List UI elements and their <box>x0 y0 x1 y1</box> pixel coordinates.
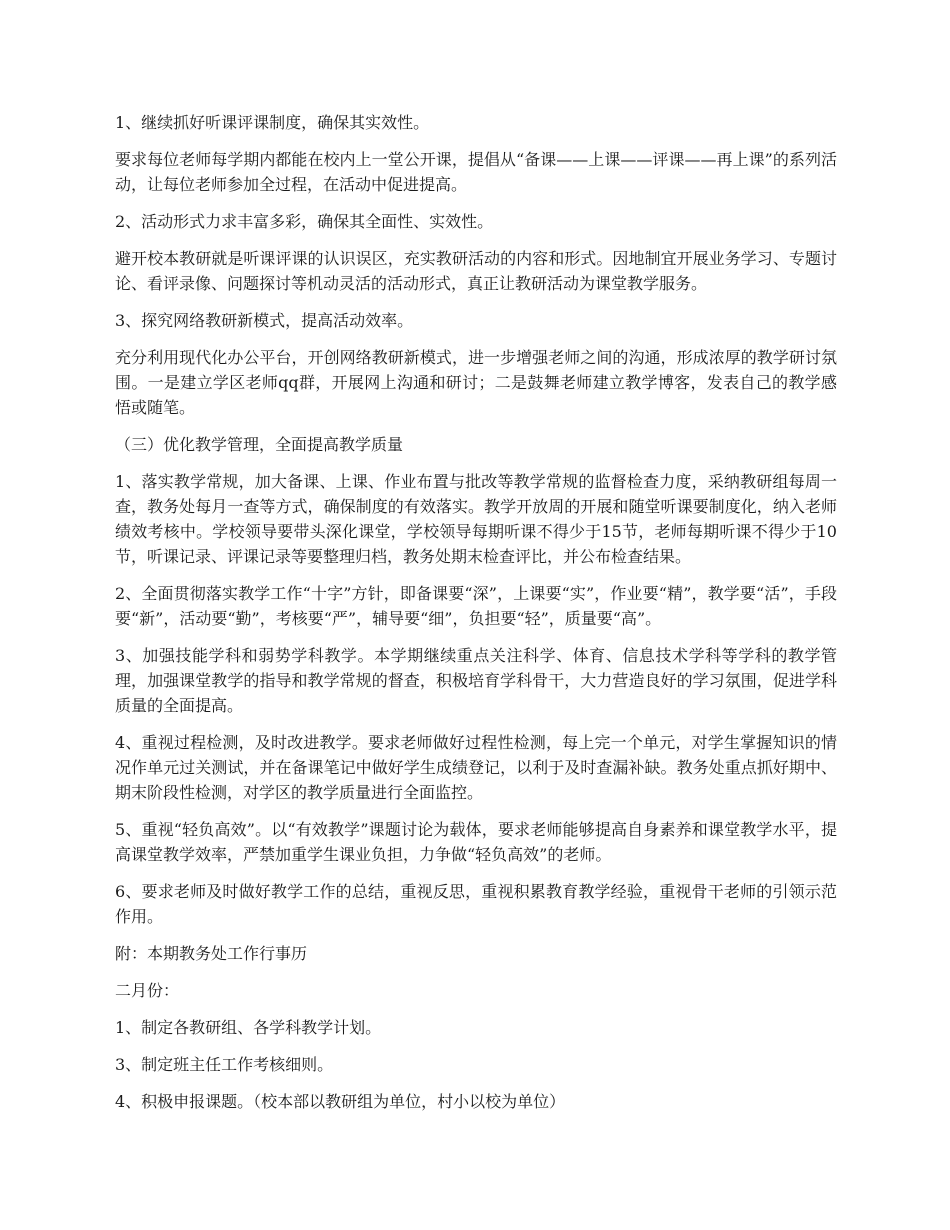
document-body <box>115 110 837 1126</box>
appendix-heading: 附：本期教务处工作行事历 <box>115 944 308 963</box>
paragraph-3: 2、活动形式力求丰富多彩，确保其全面性、实效性。 <box>115 212 494 231</box>
paragraph-9: 2、全面贯彻落实教学工作“十字”方针，即备课要“深”，上课要“实”，作业要“精”，教学要“活”，手段要“新”，活动要“勤”，考核要“严”，辅导要“细”，负担要“轻”，质量要“高”。 <box>115 584 837 628</box>
schedule-item-3: 3、制定班主任工作考核细则。 <box>115 1055 334 1074</box>
paragraph-6: 充分利用现代化办公平台，开创网络教研新模式，进一步增强老师之间的沟通，形成浓厚的教学研讨氛围。一是建立学区老师qq群，开展网上沟通和研讨；二是鼓舞老师建立教学博客，发表自己的教学感悟或随笔。 <box>115 348 837 417</box>
paragraph-1: 1、继续抓好听课评课制度，确保其实效性。 <box>115 113 430 132</box>
paragraph-4: 避开校本教研就是听课评课的认识误区，充实教研活动的内容和形式。因地制宜开展业务学习、专题讨论、看评录像、问题探讨等机动灵活的活动形式，真正让教研活动为课堂教学服务。 <box>115 249 837 293</box>
paragraph-12: 5、重视“轻负高效”。以“有效教学”课题讨论为载体，要求老师能够提高自身素养和课堂教学水平，提高课堂教学效率，严禁加重学生课业负担，力争做“轻负高效”的老师。 <box>115 820 837 864</box>
paragraph-2: 要求每位老师每学期内都能在校内上一堂公开课，提倡从“备课——上课——评课——再上课”的系列活动，让每位老师参加全过程，在活动中促进提高。 <box>115 150 837 194</box>
paragraph-13: 6、要求老师及时做好教学工作的总结，重视反思，重视积累教育教学经验，重视骨干老师的引领示范作用。 <box>115 882 837 926</box>
schedule-item-4: 4、积极申报课题。（校本部以教研组为单位，村小以校为单位） <box>115 1092 566 1111</box>
paragraph-8: 1、落实教学常规，加大备课、上课、作业布置与批改等教学常规的监督检查力度，采纳教研组每周一查，教务处每月一查等方式，确保制度的有效落实。教学开放周的开展和随堂听课要制度化，纳入老师绩效考核中。学校领导要带头深化课堂，学校领导每期听课不得少于15节，老师每期听课不得少于10节，听课记录、评课记录等要整理归档，教务处期末检查评比，并公布检查结果。 <box>115 472 837 566</box>
month-heading: 二月份： <box>115 981 180 1000</box>
paragraph-11: 4、重视过程检测，及时改进教学。要求老师做好过程性检测，每上完一个单元，对学生掌握知识的情况作单元过关测试，并在备课笔记中做好学生成绩登记，以利于及时查漏补缺。教务处重点抓好期中、期末阶段性检测，对学区的教学质量进行全面监控。 <box>115 733 837 802</box>
schedule-item-1: 1、制定各教研组、各学科教学计划。 <box>115 1018 382 1037</box>
paragraph-5: 3、探究网络教研新模式，提高活动效率。 <box>115 311 414 330</box>
section-heading: （三）优化教学管理，全面提高教学质量 <box>115 435 404 454</box>
paragraph-10: 3、加强技能学科和弱势学科教学。本学期继续重点关注科学、体育、信息技术学科等学科的教学管理，加强课堂教学的指导和教学常规的督查，积极培育学科骨干，大力营造良好的学习氛围，促进学科质量的全面提高。 <box>115 646 837 715</box>
